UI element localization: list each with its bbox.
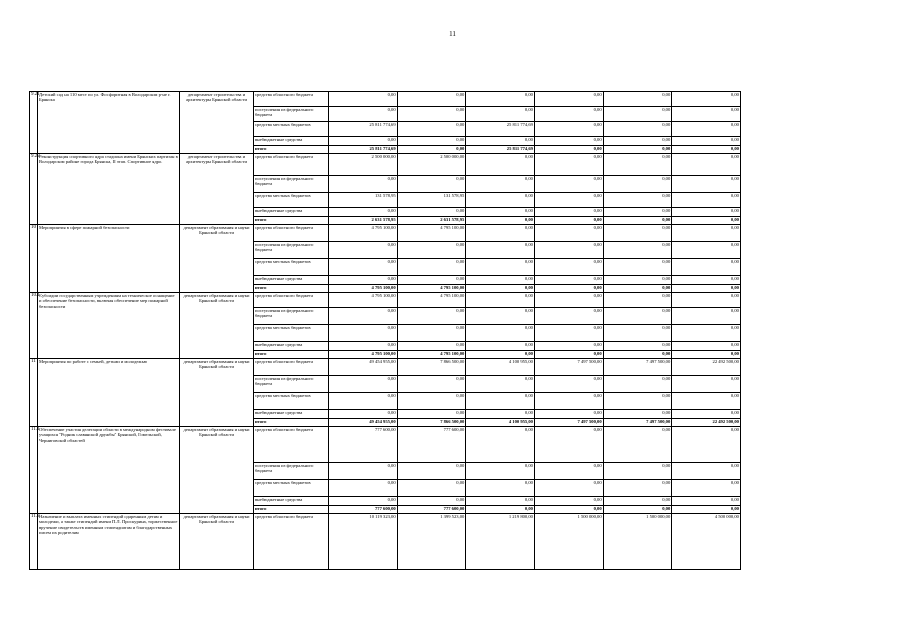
amount-cell: 0,00 (397, 176, 466, 193)
item-number: 10 (30, 225, 38, 293)
amount-cell: 0,00 (397, 497, 466, 506)
amount-cell: 0,00 (397, 107, 466, 122)
amount-cell: 25 811 774,69 (466, 122, 535, 137)
amount-cell: 0,00 (603, 146, 672, 154)
amount-cell: 0,00 (672, 351, 741, 359)
amount-cell: 0,00 (603, 193, 672, 208)
amount-cell: 0,00 (603, 242, 672, 259)
amount-cell: 0,00 (397, 325, 466, 342)
amount-cell: 777 600,00 (329, 427, 398, 463)
amount-cell: 0,00 (397, 259, 466, 276)
amount-cell: 0,00 (534, 208, 603, 217)
amount-cell: 0,00 (603, 325, 672, 342)
amount-cell: 0,00 (534, 506, 603, 514)
amount-cell: 0,00 (466, 276, 535, 285)
amount-cell: 0,00 (672, 122, 741, 137)
amount-cell: 1 219 800,00 (466, 514, 535, 570)
funding-source: итого (254, 419, 329, 427)
amount-cell: 4 100 955,00 (466, 359, 535, 376)
amount-cell: 0,00 (466, 293, 535, 308)
amount-cell: 0,00 (534, 325, 603, 342)
amount-cell: 0,00 (672, 376, 741, 393)
responsible-executor: департамент образования и науки Брянской области (180, 427, 254, 514)
funding-source: средства местных бюджетов (254, 259, 329, 276)
amount-cell: 1 500 000,00 (534, 514, 603, 570)
amount-cell: 0,00 (466, 497, 535, 506)
item-name: Назначение и выплата именных стипендий одаренным детям и молодежи, а также стипендий имени П.Л. Проскурина, торжественное вручение свидетельств именным стипендиатам и благодарственных писем их родителям (38, 514, 180, 570)
amount-cell: 0,00 (329, 242, 398, 259)
amount-cell: 0,00 (603, 259, 672, 276)
amount-cell: 0,00 (672, 92, 741, 107)
amount-cell: 0,00 (672, 463, 741, 480)
amount-cell: 0,00 (329, 463, 398, 480)
amount-cell: 0,00 (534, 217, 603, 225)
item-name: Детский сад на 110 мест по ул. Фосфоритная в Володарском р-не г. Брянска (38, 92, 180, 154)
amount-cell: 0,00 (603, 497, 672, 506)
amount-cell: 2 500 000,00 (329, 154, 398, 176)
amount-cell: 0,00 (534, 146, 603, 154)
funding-source: средства областного бюджета (254, 293, 329, 308)
amount-cell: 0,00 (534, 154, 603, 176)
funding-source: итого (254, 285, 329, 293)
amount-cell: 0,00 (672, 154, 741, 176)
amount-cell: 0,00 (603, 217, 672, 225)
amount-cell: 0,00 (329, 308, 398, 325)
responsible-executor: департамент образования и науки Брянской области (180, 514, 254, 570)
amount-cell: 131 578,95 (397, 193, 466, 208)
amount-cell: 0,00 (534, 242, 603, 259)
amount-cell: 22 492 500,00 (672, 419, 741, 427)
amount-cell: 0,00 (603, 276, 672, 285)
page-number: 11 (449, 30, 456, 38)
table-row (30, 293, 741, 308)
amount-cell: 0,00 (672, 427, 741, 463)
amount-cell: 0,00 (534, 259, 603, 276)
amount-cell: 0,00 (672, 276, 741, 285)
amount-cell: 4 500 000,00 (672, 514, 741, 570)
funding-source: поступления из федерального бюджета (254, 242, 329, 259)
funding-source: средства областного бюджета (254, 92, 329, 107)
amount-cell: 0,00 (397, 242, 466, 259)
amount-cell: 0,00 (466, 242, 535, 259)
amount-cell: 0,00 (466, 92, 535, 107)
amount-cell: 0,00 (466, 259, 535, 276)
item-number: 9.21 (30, 92, 38, 154)
amount-cell: 0,00 (466, 176, 535, 193)
amount-cell: 0,00 (329, 107, 398, 122)
item-number: 11.1 (30, 427, 38, 514)
amount-cell: 4 795 100,00 (397, 225, 466, 242)
amount-cell: 0,00 (603, 137, 672, 146)
amount-cell: 0,00 (603, 506, 672, 514)
amount-cell: 0,00 (603, 427, 672, 463)
amount-cell: 0,00 (397, 208, 466, 217)
amount-cell: 0,00 (329, 259, 398, 276)
amount-cell: 7 866 500,00 (397, 419, 466, 427)
amount-cell: 10 119 323,00 (329, 514, 398, 570)
amount-cell: 0,00 (672, 285, 741, 293)
amount-cell: 0,00 (603, 293, 672, 308)
amount-cell: 0,00 (672, 410, 741, 419)
amount-cell: 0,00 (603, 208, 672, 217)
funding-source: поступления из федерального бюджета (254, 308, 329, 325)
amount-cell: 0,00 (603, 225, 672, 242)
amount-cell: 0,00 (672, 308, 741, 325)
table-row (30, 359, 741, 376)
amount-cell: 4 795 100,00 (329, 293, 398, 308)
funding-source: внебюджетные средства (254, 137, 329, 146)
amount-cell: 0,00 (397, 342, 466, 351)
amount-cell: 777 600,00 (397, 506, 466, 514)
amount-cell: 0,00 (534, 376, 603, 393)
amount-cell: 0,00 (329, 342, 398, 351)
amount-cell: 0,00 (534, 497, 603, 506)
funding-source: итого (254, 506, 329, 514)
responsible-executor: департамент образования и науки Брянской области (180, 359, 254, 427)
amount-cell: 25 811 774,69 (466, 146, 535, 154)
amount-cell: 7 497 500,00 (534, 359, 603, 376)
funding-source: средства местных бюджетов (254, 480, 329, 497)
amount-cell: 0,00 (466, 208, 535, 217)
amount-cell: 0,00 (329, 393, 398, 410)
amount-cell: 0,00 (672, 146, 741, 154)
amount-cell: 0,00 (329, 137, 398, 146)
item-name: Обеспечение участия делегации области в международном фестивале учащихся "Родник славянской дружбы" Брянской, Гомельской, Черниговской областей (38, 427, 180, 514)
amount-cell: 0,00 (466, 351, 535, 359)
amount-cell: 0,00 (466, 193, 535, 208)
amount-cell: 0,00 (397, 276, 466, 285)
amount-cell: 0,00 (534, 122, 603, 137)
amount-cell: 0,00 (397, 463, 466, 480)
table-row (30, 225, 741, 242)
funding-source: средства местных бюджетов (254, 393, 329, 410)
funding-source: внебюджетные средства (254, 342, 329, 351)
funding-source: поступления из федерального бюджета (254, 376, 329, 393)
amount-cell: 4 795 100,00 (329, 225, 398, 242)
funding-source: поступления из федерального бюджета (254, 463, 329, 480)
amount-cell: 25 811 774,69 (329, 122, 398, 137)
amount-cell: 0,00 (603, 410, 672, 419)
amount-cell: 0,00 (672, 480, 741, 497)
amount-cell: 0,00 (466, 107, 535, 122)
amount-cell: 0,00 (329, 410, 398, 419)
amount-cell: 4 795 100,00 (397, 293, 466, 308)
amount-cell: 0,00 (466, 376, 535, 393)
amount-cell: 49 454 955,00 (329, 419, 398, 427)
funding-source: средства местных бюджетов (254, 325, 329, 342)
amount-cell: 0,00 (329, 376, 398, 393)
amount-cell: 0,00 (329, 480, 398, 497)
amount-cell: 0,00 (534, 393, 603, 410)
amount-cell: 0,00 (672, 137, 741, 146)
amount-cell: 4 795 100,00 (397, 351, 466, 359)
amount-cell: 0,00 (466, 217, 535, 225)
amount-cell: 0,00 (466, 427, 535, 463)
budget-table-body (30, 92, 741, 570)
responsible-executor: департамент строительства и архитектуры Брянской области (180, 92, 254, 154)
funding-source: внебюджетные средства (254, 276, 329, 285)
item-name: Мероприятия в сфере пожарной безопасности (38, 225, 180, 293)
funding-source: средства областного бюджета (254, 427, 329, 463)
amount-cell: 0,00 (534, 427, 603, 463)
funding-source: итого (254, 146, 329, 154)
item-name: Мероприятия по работе с семьей, детьми и молодежью (38, 359, 180, 427)
responsible-executor: департамент строительства и архитектуры Брянской области (180, 154, 254, 225)
amount-cell: 0,00 (603, 351, 672, 359)
table-row (30, 92, 741, 107)
amount-cell: 22 492 500,00 (672, 359, 741, 376)
amount-cell: 0,00 (534, 225, 603, 242)
amount-cell: 0,00 (397, 92, 466, 107)
amount-cell: 0,00 (329, 276, 398, 285)
amount-cell: 0,00 (672, 293, 741, 308)
amount-cell: 0,00 (534, 410, 603, 419)
amount-cell: 0,00 (534, 176, 603, 193)
item-number: 10.1. (30, 293, 38, 359)
amount-cell: 2 631 578,95 (397, 217, 466, 225)
amount-cell: 0,00 (397, 122, 466, 137)
amount-cell: 4 795 100,00 (329, 351, 398, 359)
item-name: Субсидии государственным учреждениям на техническое оснащение и обеспечение безопасности, включая обеспечение мер пожарной безопасности (38, 293, 180, 359)
amount-cell: 2 631 578,95 (329, 217, 398, 225)
amount-cell: 0,00 (672, 107, 741, 122)
amount-cell: 0,00 (534, 342, 603, 351)
funding-source: средства местных бюджетов (254, 193, 329, 208)
amount-cell: 0,00 (534, 276, 603, 285)
amount-cell: 0,00 (672, 497, 741, 506)
amount-cell: 0,00 (466, 285, 535, 293)
funding-source: средства областного бюджета (254, 514, 329, 570)
amount-cell: 0,00 (672, 259, 741, 276)
responsible-executor: департамент образования и науки Брянской области (180, 225, 254, 293)
amount-cell: 0,00 (534, 308, 603, 325)
table-row (30, 154, 741, 176)
amount-cell: 0,00 (672, 242, 741, 259)
amount-cell: 131 578,95 (329, 193, 398, 208)
responsible-executor: департамент образования и науки Брянской области (180, 293, 254, 359)
amount-cell: 0,00 (466, 325, 535, 342)
amount-cell: 0,00 (466, 137, 535, 146)
amount-cell: 7 866 500,00 (397, 359, 466, 376)
funding-source: средства областного бюджета (254, 154, 329, 176)
amount-cell: 0,00 (534, 193, 603, 208)
amount-cell: 0,00 (534, 463, 603, 480)
amount-cell: 0,00 (603, 154, 672, 176)
amount-cell: 0,00 (466, 308, 535, 325)
table-row (30, 427, 741, 463)
funding-source: средства областного бюджета (254, 225, 329, 242)
amount-cell: 1 399 523,00 (397, 514, 466, 570)
funding-source: итого (254, 351, 329, 359)
item-number: 11.2 (30, 514, 38, 570)
amount-cell: 0,00 (672, 225, 741, 242)
amount-cell: 0,00 (329, 92, 398, 107)
amount-cell: 0,00 (397, 376, 466, 393)
amount-cell: 0,00 (466, 225, 535, 242)
item-name: Реконструкция спортивного ядра стадиона имени Брянских партизан в Володарском районе города Брянска, II этап. Спортивное ядро. (38, 154, 180, 225)
funding-source: поступления из федерального бюджета (254, 176, 329, 193)
amount-cell: 0,00 (397, 137, 466, 146)
amount-cell: 0,00 (603, 376, 672, 393)
amount-cell: 4 795 100,00 (397, 285, 466, 293)
funding-source: средства областного бюджета (254, 359, 329, 376)
amount-cell: 0,00 (397, 410, 466, 419)
amount-cell: 0,00 (672, 193, 741, 208)
amount-cell: 0,00 (466, 393, 535, 410)
amount-cell: 7 497 500,00 (534, 419, 603, 427)
amount-cell: 777 600,00 (397, 427, 466, 463)
amount-cell: 7 497 500,00 (603, 359, 672, 376)
funding-source: поступления из федерального бюджета (254, 107, 329, 122)
amount-cell: 0,00 (603, 176, 672, 193)
amount-cell: 0,00 (603, 393, 672, 410)
amount-cell: 0,00 (672, 176, 741, 193)
amount-cell: 0,00 (603, 463, 672, 480)
amount-cell: 0,00 (672, 208, 741, 217)
amount-cell: 0,00 (672, 342, 741, 351)
amount-cell: 0,00 (672, 325, 741, 342)
amount-cell: 2 500 000,00 (397, 154, 466, 176)
amount-cell: 0,00 (534, 293, 603, 308)
amount-cell: 0,00 (603, 342, 672, 351)
budget-table (29, 91, 741, 570)
amount-cell: 0,00 (603, 308, 672, 325)
amount-cell: 0,00 (397, 393, 466, 410)
table-row (30, 514, 741, 570)
amount-cell: 0,00 (534, 137, 603, 146)
amount-cell: 0,00 (534, 351, 603, 359)
amount-cell: 0,00 (534, 92, 603, 107)
amount-cell: 0,00 (603, 285, 672, 293)
amount-cell: 7 497 500,00 (603, 419, 672, 427)
amount-cell: 0,00 (329, 208, 398, 217)
amount-cell: 0,00 (603, 107, 672, 122)
amount-cell: 0,00 (397, 146, 466, 154)
amount-cell: 0,00 (466, 154, 535, 176)
amount-cell: 0,00 (329, 176, 398, 193)
amount-cell: 0,00 (603, 122, 672, 137)
amount-cell: 0,00 (534, 107, 603, 122)
funding-source: внебюджетные средства (254, 497, 329, 506)
amount-cell: 0,00 (397, 308, 466, 325)
amount-cell: 0,00 (466, 342, 535, 351)
amount-cell: 0,00 (466, 410, 535, 419)
funding-source: внебюджетные средства (254, 410, 329, 419)
amount-cell: 0,00 (329, 497, 398, 506)
amount-cell: 0,00 (534, 285, 603, 293)
amount-cell: 0,00 (672, 506, 741, 514)
amount-cell: 0,00 (466, 463, 535, 480)
amount-cell: 0,00 (672, 393, 741, 410)
amount-cell: 0,00 (672, 217, 741, 225)
amount-cell: 0,00 (534, 480, 603, 497)
funding-source: внебюджетные средства (254, 208, 329, 217)
amount-cell: 25 811 774,69 (329, 146, 398, 154)
amount-cell: 0,00 (603, 92, 672, 107)
amount-cell: 0,00 (603, 480, 672, 497)
amount-cell: 4 795 100,00 (329, 285, 398, 293)
amount-cell: 4 100 955,00 (466, 419, 535, 427)
amount-cell: 49 454 955,00 (329, 359, 398, 376)
amount-cell: 1 500 000,00 (603, 514, 672, 570)
funding-source: итого (254, 217, 329, 225)
amount-cell: 777 600,00 (329, 506, 398, 514)
item-number: 11 (30, 359, 38, 427)
amount-cell: 0,00 (466, 506, 535, 514)
amount-cell: 0,00 (397, 480, 466, 497)
amount-cell: 0,00 (466, 480, 535, 497)
amount-cell: 0,00 (329, 325, 398, 342)
item-number: 9.22 (30, 154, 38, 225)
funding-source: средства местных бюджетов (254, 122, 329, 137)
